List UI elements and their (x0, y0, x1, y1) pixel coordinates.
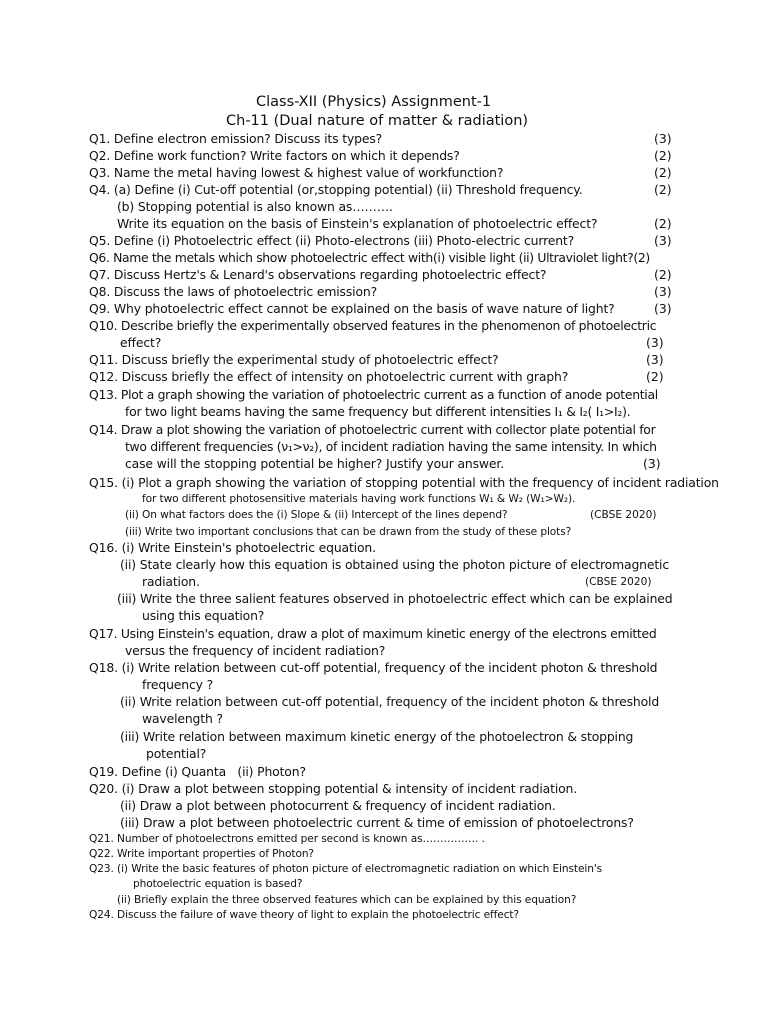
question-line: Q14. Draw a plot showing the variation of photoelectric current with collector plate potential for (89, 422, 656, 437)
question-line: (ii) Write relation between cut-off potential, frequency of the incident photon & threshold (120, 694, 660, 709)
question-line (89, 477, 719, 489)
marks: (3) (654, 284, 672, 299)
question-line: (iii) Write the three salient features observed in photoelectric effect which can be explained (117, 591, 673, 606)
question-line: Q5. Define (i) Photoelectric effect (ii) Photo-electrons (iii) Photo-electric current? (89, 233, 575, 248)
marks: (2) (654, 165, 672, 180)
question-line: for two light beams having the same frequency but different intensities I₁ & I₂( I₁>I₂). (125, 404, 631, 419)
assignment-title: Class-XII (Physics) Assignment-1 (256, 94, 492, 110)
marks: (2) (654, 267, 672, 282)
marks: (3) (646, 335, 664, 350)
question-line: Q24. Discuss the failure of wave theory of light to explain the photoelectric effect? (89, 909, 520, 921)
question-line: Q13. Plot a graph showing the variation of photoelectric current as a function of anode potential (89, 387, 658, 402)
question-line: for two different photosensitive materials having work functions W₁ & W₂ (W₁>W₂). (142, 493, 576, 505)
question-line: (ii) Briefly explain the three observed features which can be explained by this equation? (117, 894, 577, 906)
marks: (2) (654, 216, 672, 231)
marks: (3) (646, 352, 664, 367)
question-line: Q10. Describe briefly the experimentally observed features in the phenomenon of photoelectric (89, 318, 657, 333)
question-line: (ii) On what factors does the (i) Slope & (ii) Intercept of the lines depend? (125, 509, 508, 521)
marks: (3) (654, 301, 672, 316)
question-line: (b) Stopping potential is also known as………. (117, 199, 393, 214)
question-line: Q11. Discuss briefly the experimental study of photoelectric effect? (89, 352, 499, 367)
question-line: Q4. (a) Define (i) Cut-off potential (or,stopping potential) (ii) Threshold frequency. (89, 182, 583, 197)
question-line: Q8. Discuss the laws of photoelectric emission? (89, 284, 378, 299)
question-line: Q19. Define (i) Quanta (ii) Photon? (89, 764, 306, 779)
question-line: photoelectric equation is based? (133, 878, 303, 890)
question-line: wavelength ? (142, 711, 223, 726)
question-line: using this equation? (142, 608, 265, 623)
question-line: (iii) Write relation between maximum kinetic energy of the photoelectron & stopping (120, 729, 634, 744)
question-line: radiation. (142, 574, 200, 589)
question-line: two different frequencies (ν₁>ν₂), of incident radiation having the same intensity. In which (125, 439, 657, 454)
question-line-part: Q15. (i) Plot a graph showing the variation of stopping potential with the frequency of incident radiation (89, 475, 719, 490)
question-line: Q16. (i) Write Einstein's photoelectric equation. (89, 540, 376, 555)
marks: (2) (654, 182, 672, 197)
marks: (3) (643, 456, 661, 471)
marks: (CBSE 2020) (590, 509, 657, 521)
marks: (2) (654, 148, 672, 163)
question-line: Q1. Define electron emission? Discuss its types? (89, 131, 383, 146)
question-line: Q21. Number of photoelectrons emitted per second is known as……………. . (89, 833, 485, 845)
question-line: Q7. Discuss Hertz's & Lenard's observations regarding photoelectric effect? (89, 267, 547, 282)
question-line: Q3. Name the metal having lowest & highest value of workfunction? (89, 165, 504, 180)
question-line: Q12. Discuss briefly the effect of intensity on photoelectric current with graph? (89, 369, 569, 384)
question-line: case will the stopping potential be higher? Justify your answer. (125, 456, 504, 471)
marks: (CBSE 2020) (585, 576, 652, 588)
question-line: (iii) Draw a plot between photoelectric current & time of emission of photoelectrons? (120, 815, 634, 830)
marks: (2) (646, 369, 664, 384)
question-line: Q9. Why photoelectric effect cannot be explained on the basis of wave nature of light? (89, 301, 615, 316)
question-line: (iii) Write two important conclusions that can be drawn from the study of these plots? (125, 526, 572, 538)
question-line: (ii) State clearly how this equation is obtained using the photon picture of electromagnetic (120, 557, 670, 572)
question-line: Q17. Using Einstein's equation, draw a plot of maximum kinetic energy of the electrons emitted (89, 626, 657, 641)
question-line: Write its equation on the basis of Einstein's explanation of photoelectric effect? (117, 216, 598, 231)
question-line: Q2. Define work function? Write factors on which it depends? (89, 148, 460, 163)
question-line: Q23. (i) Write the basic features of photon picture of electromagnetic radiation on which Einstein's (89, 863, 603, 875)
question-line: frequency ? (142, 677, 214, 692)
question-line: (ii) Draw a plot between photocurrent & frequency of incident radiation. (120, 798, 556, 813)
marks: (3) (654, 233, 672, 248)
marks: (3) (654, 131, 672, 146)
question-line: effect? (120, 335, 162, 350)
question-line: Q22. Write important properties of Photon? (89, 848, 314, 860)
question-line: Q20. (i) Draw a plot between stopping potential & intensity of incident radiation. (89, 781, 578, 796)
question-line: potential? (146, 746, 207, 761)
question-line: Q6. Name the metals which show photoelectric effect with(i) visible light (ii) Ultraviolet light?(2) (89, 250, 650, 265)
chapter-title: Ch-11 (Dual nature of matter & radiation) (226, 113, 529, 129)
question-line: Q18. (i) Write relation between cut-off potential, frequency of the incident photon & threshold (89, 660, 658, 675)
question-line: versus the frequency of incident radiation? (125, 643, 386, 658)
